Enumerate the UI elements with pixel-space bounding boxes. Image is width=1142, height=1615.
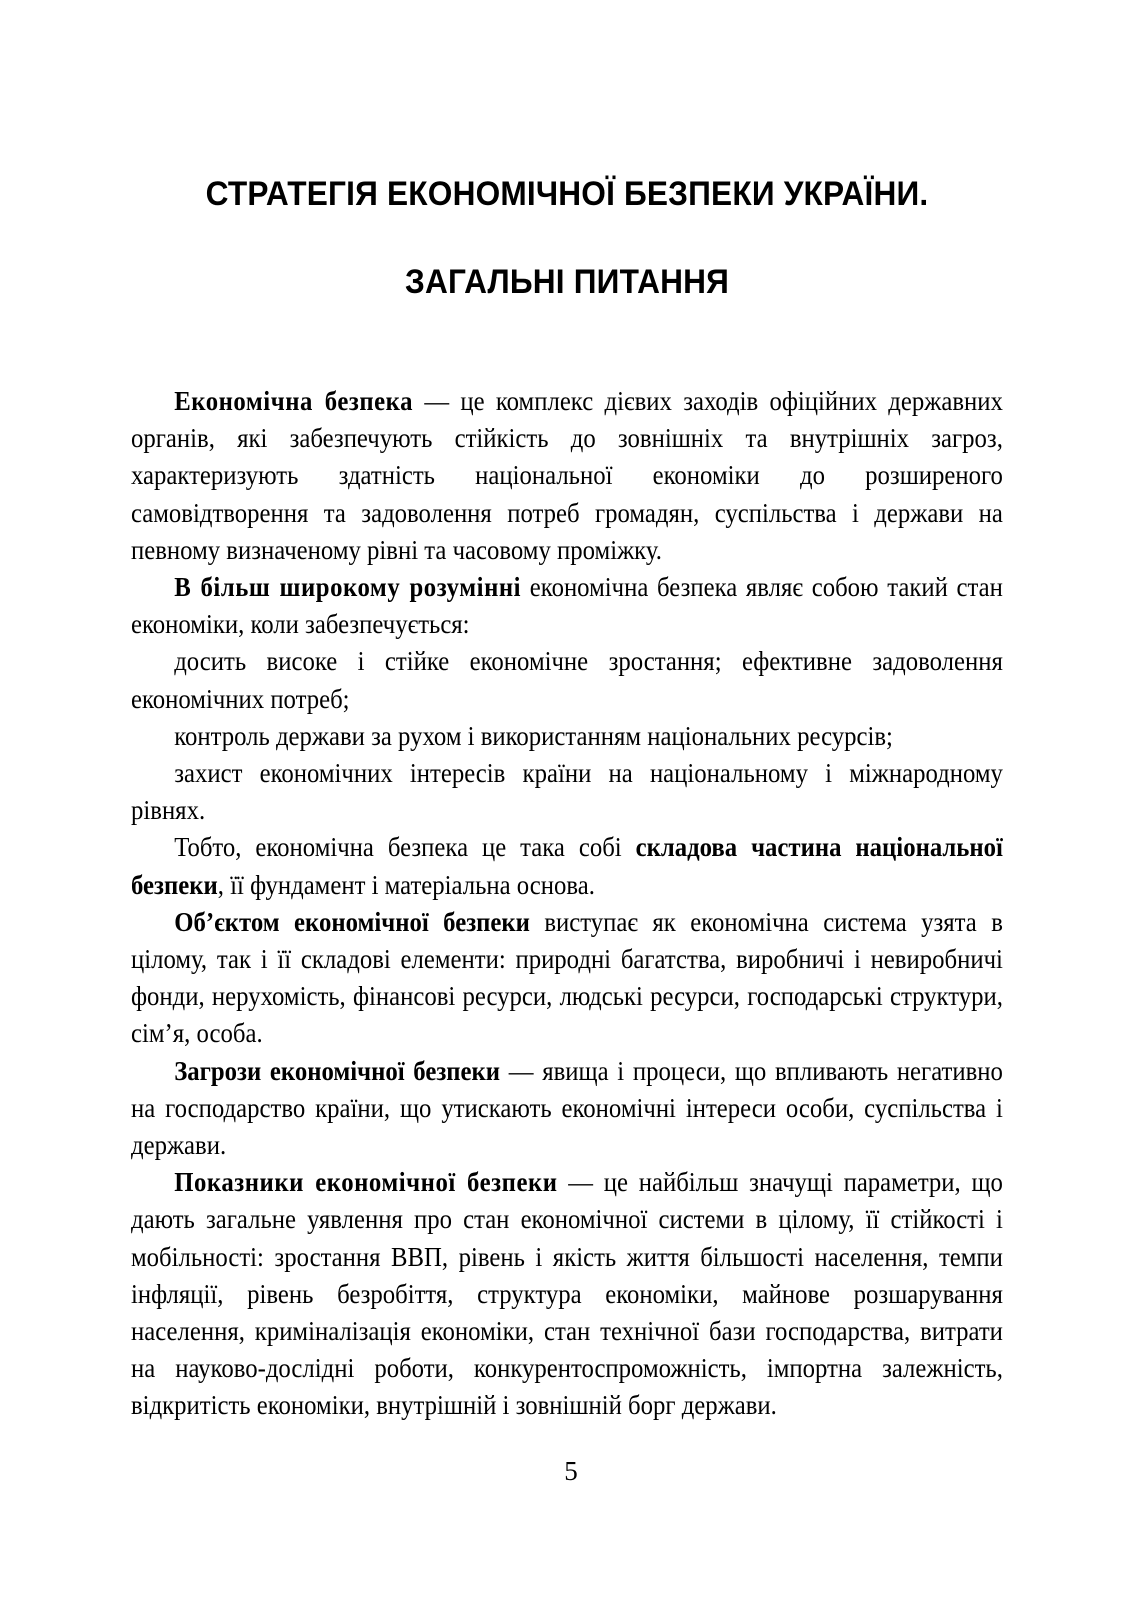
page-title-line-2: ЗАГАЛЬНІ ПИТАННЯ bbox=[404, 263, 730, 301]
paragraph-body-text: — це комплекс дієвих заходів офіційних державних органів, які забезпечують стійкість до зовнішніх та внутрішніх загроз, характеризують здатність національної економіки до розширеного самовідтворення та задоволення потреб громадян, суспільства і держави на певному визначеному рівні та часовому проміжку. bbox=[131, 385, 1003, 565]
paragraph-lead-term: В більш широкому розумінні bbox=[174, 571, 522, 603]
paragraph-body-text: економічна безпека являє собою такий стан економіки, коли забезпечується: bbox=[131, 571, 1003, 640]
paragraph-threats-to-economic-security bbox=[131, 1052, 1003, 1164]
page-title-line-1: СТРАТЕГІЯ ЕКОНОМІЧНОЇ БЕЗПЕКИ УКРАЇНИ. bbox=[205, 175, 929, 213]
list-item-interest-protection bbox=[131, 754, 1003, 828]
paragraph-object-of-economic-security bbox=[131, 903, 1003, 1052]
paragraph-body-text: — явища і процеси, що впливають негативно на господарство країни, що утискають економічні інтереси особи, суспільства і держави. bbox=[131, 1054, 1003, 1161]
paragraph-lead-term: Економічна безпека bbox=[174, 385, 414, 416]
list-item-state-control bbox=[131, 717, 1003, 754]
page-title bbox=[162, 128, 973, 348]
page-content bbox=[131, 128, 1003, 1424]
list-item-text: досить високе і стійке економічне зростання; ефективне задоволення економічних потреб; bbox=[131, 645, 1003, 714]
paragraph-component-of-national-security bbox=[131, 828, 1003, 902]
paragraph-lead-term: Загрози економічної безпеки bbox=[174, 1054, 501, 1086]
paragraph-body-text: — це найбільш значущі параметри, що дають загальне уявлення про стан економічної системи в цілому, її стійкості і мобільності: зростання ВВП, рівень і якість життя більшості населення, темпи інфляції, рівень безробіття, структура економіки, майнове розшарування населення, криміналізація економіки, стан технічної бази господарства, витрати на науково-дослідні роботи, конкурентоспроможність, імпортна залежність, відкритість економіки, внутрішній і зовнішній борг держави. bbox=[131, 1166, 1003, 1421]
paragraph-body-text: виступає як економічна система узята в цілому, так і її складові елементи: природні багатства, виробничі і невиробничі фонди, нерухомість, фінансові ресурси, людські ресурси, господарські структури, сім’я, особа. bbox=[131, 905, 1003, 1049]
paragraph-economic-security-definition bbox=[131, 382, 1003, 568]
list-item-text: контроль держави за рухом і використанням національних ресурсів; bbox=[174, 719, 893, 751]
paragraph-bold-phrase: складова частина національної безпеки bbox=[131, 831, 1003, 900]
list-item-text: захист економічних інтересів країни на національному і міжнародному рівнях. bbox=[131, 757, 1003, 826]
paragraph-text-before: Тобто, економічна безпека це така собі bbox=[174, 831, 636, 863]
paragraph-lead-term: Показники економічної безпеки bbox=[174, 1166, 558, 1198]
paragraph-lead-term: Об’єктом економічної безпеки bbox=[174, 905, 530, 937]
paragraph-broad-understanding bbox=[131, 568, 1003, 642]
page-number: 5 bbox=[564, 1456, 578, 1486]
paragraph-text-after: , її фундамент і матеріальна основа. bbox=[217, 868, 595, 900]
paragraph-indicators-of-economic-security bbox=[131, 1163, 1003, 1423]
list-item-growth bbox=[131, 642, 1003, 716]
